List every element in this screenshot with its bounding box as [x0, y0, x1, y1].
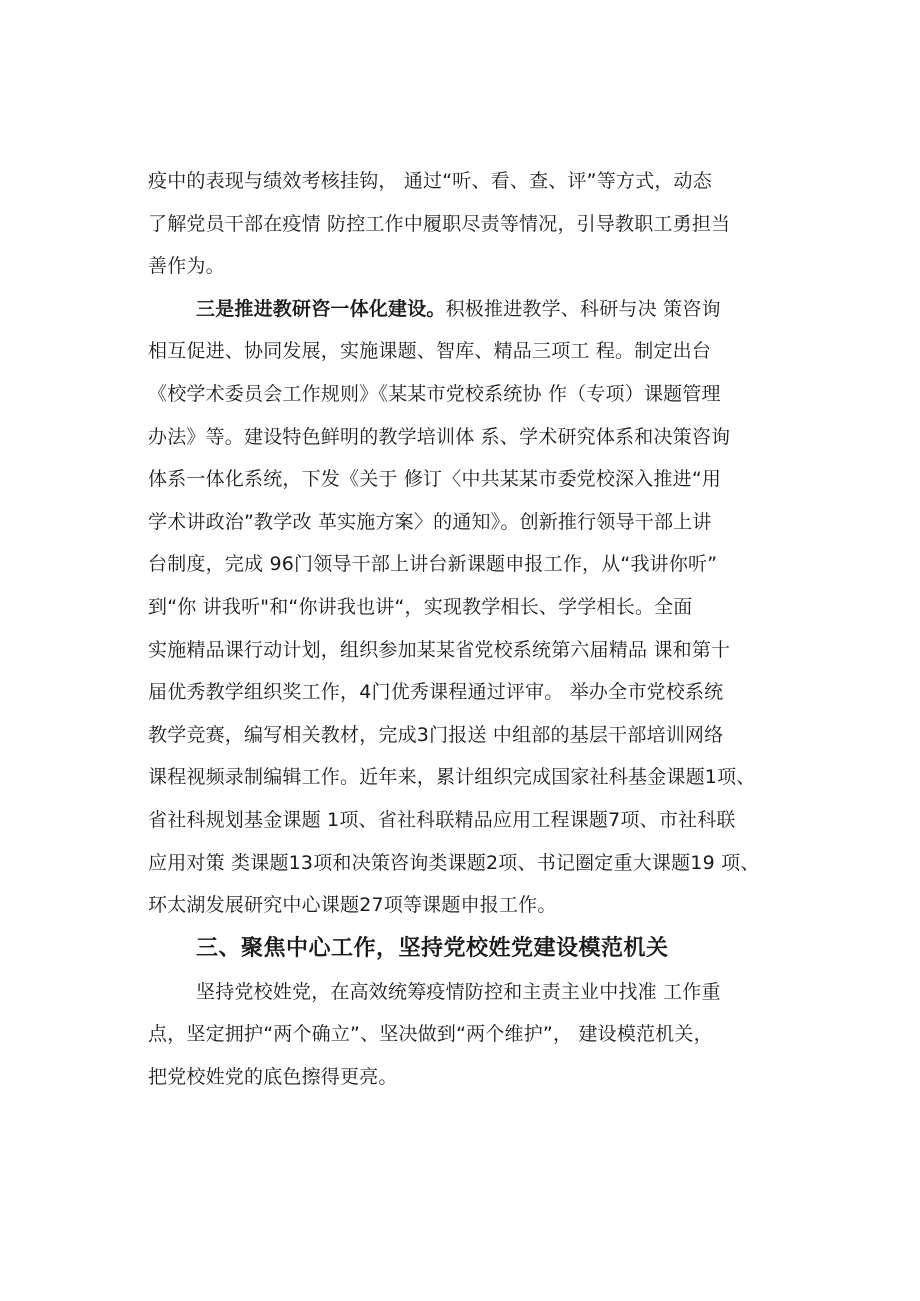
text-line: 相互促进、协同发展，实施课题、智库、精品三项工 程。制定出台: [148, 340, 712, 363]
text-line: 《校学术委员会工作规则》《某某市党校系统协 作（专项）课题管理: [148, 382, 721, 405]
text-line: 教学竞赛，编写相关教材，完成3门报送 中组部的基层干部培训网络: [148, 723, 724, 746]
text-line: 了解党员干部在疫情 防控工作中履职尽责等情况，引导教职工勇担当: [148, 212, 731, 235]
text-line: 实施精品课行动计划，组织参加某某省党校系统第六届精品 课和第十: [148, 638, 731, 661]
text-line: 应用对策 类课题13项和决策咨询类课题2项、书记圈定重大课题19 项、: [148, 851, 760, 874]
text-line: 疫中的表现与绩效考核挂钩， 通过“听、看、查、评”等方式，动态: [148, 170, 712, 192]
text-line: 到“你 讲我听"和“你讲我也讲“，实现教学相长、学学相长。全面: [148, 595, 693, 618]
paragraph-2: [148, 288, 808, 927]
text-line: 学术讲政治”教学改 革实施方案〉的通知》。创新推行领导干部上讲: [148, 510, 712, 533]
text-line: 办法》等。建设特色鲜明的教学培训体 系、学术研究体系和决策咨询: [148, 425, 731, 448]
text-line: 课程视频录制编辑工作。近年来，累计组织完成国家社科基金课题1项、: [148, 766, 756, 789]
text-line: 点，坚定拥护“两个确立”、坚决做到“两个维护”， 建设模范机关，: [148, 1023, 713, 1046]
text-line: 体系一体化系统，下发《关于 修订〈中共某某市委党校深入推进“用: [148, 468, 722, 491]
paragraph-1: [148, 160, 808, 288]
paragraph-lead-text: 积极推进教学、科研与决 策咨询: [445, 297, 721, 320]
paragraph-3: [148, 971, 808, 1099]
text-line: 环太湖发展研究中心课题27项等课题申报工作。: [148, 894, 557, 917]
text-line: 善作为。: [148, 255, 225, 278]
text-line: 把党校姓党的底色擦得更亮。: [148, 1065, 398, 1088]
text-line: 台制度，完成 96门领导干部上讲台新课题申报工作，从“我讲你听”: [148, 553, 718, 576]
paragraph-lead-bold: 三是推进教研咨一体化建设。: [196, 297, 446, 320]
paragraph-lead-line: [148, 288, 808, 331]
text-line: 届优秀教学组织奖工作，4门优秀课程通过评审。 举办全市党校系统: [148, 681, 724, 704]
text-line: 省社科规划基金课题 1项、省社科联精品应用工程课题7项、市社科联: [148, 808, 736, 831]
document-body: [148, 160, 808, 1098]
section-heading: 三、聚焦中心工作，坚持党校姓党建设模范机关: [196, 935, 669, 961]
text-line: 坚持党校姓党，在高效统筹疫情防控和主责主业中找准 工作重: [196, 980, 721, 1003]
